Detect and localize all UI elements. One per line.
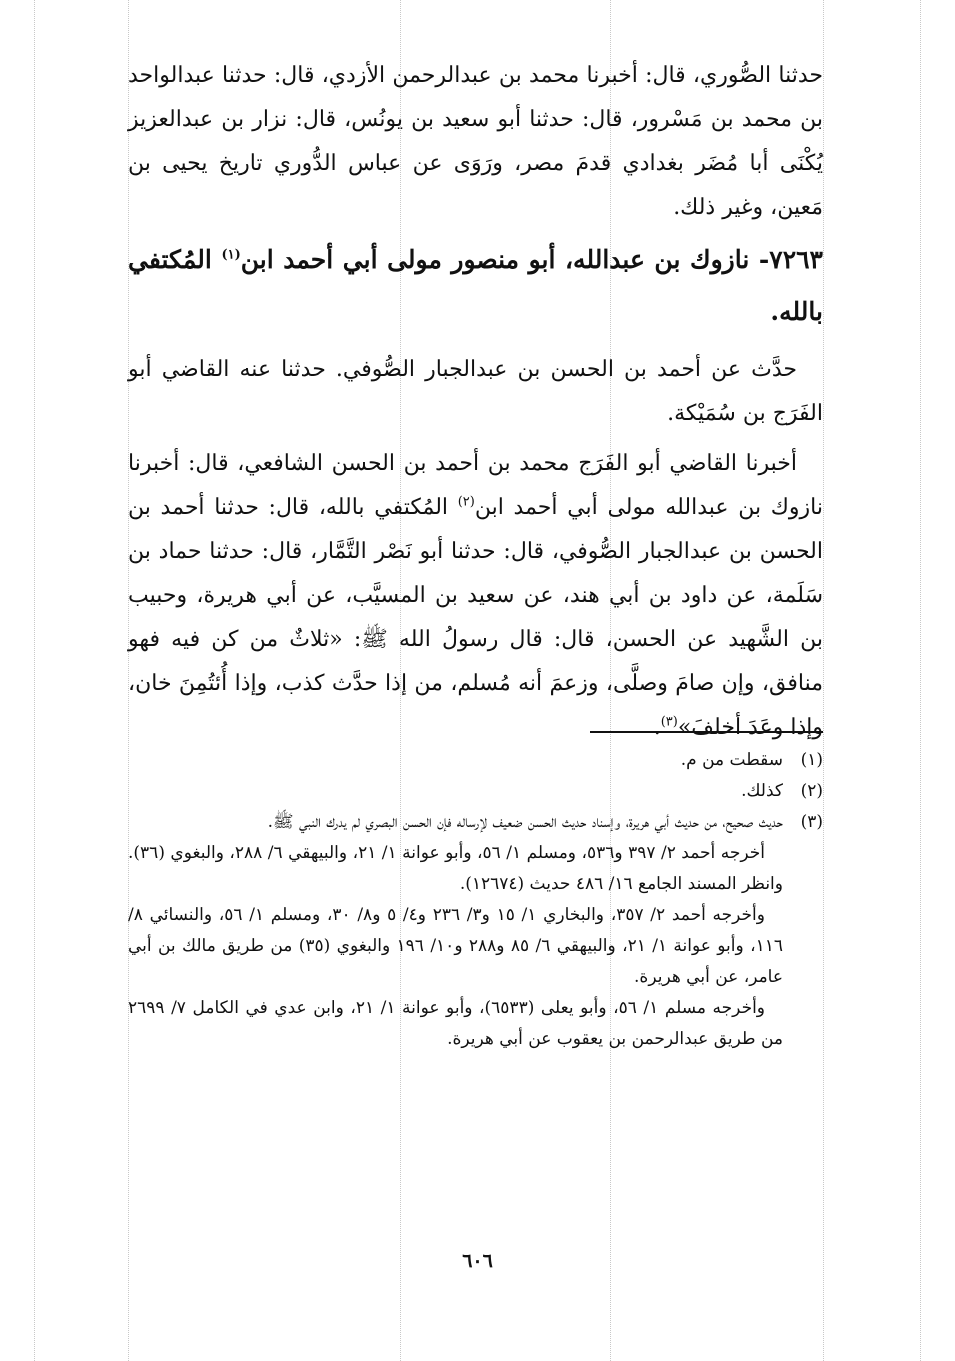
footnote-3-paragraph: وأخرجه مسلم ١/ ٥٦، وأبو يعلى (٦٥٣٣)، وأبو عوانة ١/ ٢١، وابن عدي في الكامل ٧/ ٢٦٩٩ من طريق عبدالرحمن بن يعقوب عن أبي هريرة. <box>128 998 783 1049</box>
hadith-text <box>128 442 823 750</box>
footnote-number: (٣) <box>800 812 823 832</box>
hadith-text-part1: أخبرنا القاضي أبو الفَرَج محمد بن أحمد بن الحسن الشافعي، قال: أخبرنا نازوك بن عبدالله مولى أبي أحمد ابن <box>128 451 823 520</box>
page-number: ٦٠٦ <box>462 1250 493 1272</box>
footnote-number: (١) <box>800 750 823 770</box>
hadith-text-part2: المُكتفي بالله، قال: حدثنا أحمد بن الحسن بن عبدالجبار الصُّوفي، قال: حدثنا أبو نَصْر التَّمَّار، قال: حدثنا حماد بن سَلَمة، عن داود بن أبي هند، عن سعيد بن المسيَّب، عن أبي هريرة، وحبيب بن الشَّهيد عن الحسن، قال: قال رسولُ الله ﷺ: «ثلاثٌ من كن فيه فهو منافق، وإن صامَ وصلَّى، وزعمَ أنه مُسلم، من إذا حدَّث كذب، وإذا أُئتُمِنَ خان، وإذا وعَدَ أخلفَ» <box>128 495 823 740</box>
footnotes <box>128 745 823 1055</box>
footnote-separator <box>590 731 823 733</box>
footnote-text: سقطت من م. <box>680 750 783 770</box>
footnote-text: حديث صحيح، من حديث أبي هريرة، وإسناد حديث الحسن ضعيف لإرساله فإن الحسن البصري لم يدرك النبي ﷺ. <box>267 812 783 832</box>
footnote-ref-3[interactable]: (٣) <box>660 714 678 730</box>
footnote-3-paragraph: وأخرجه أحمد ٢/ ٣٥٧، والبخاري ١/ ١٥ و٣/ ٢٣٦ و٤/ ٥ و٨/ ٣٠، ومسلم ١/ ٥٦، والنسائي ٨/ ١١٦، وأبو عوانة ١/ ٢١، والبيهقي ٦/ ٨٥ و٢٨٨ و١٠/ ١٩٦ والبغوي (٣٥) من طريق مالك بن أبي عامر، عن أبي هريرة. <box>128 905 783 987</box>
scan-guide-line <box>920 0 921 1361</box>
biography-text: حدَّث عن أحمد بن الحسن بن عبدالجبار الصُّوفي. حدثنا عنه القاضي أبو الفَرَج بن سُمَيْكة. <box>128 357 823 426</box>
entry-heading <box>128 234 823 338</box>
entry-heading-line2: المُكتفي بالله. <box>128 245 823 326</box>
intro-paragraph <box>128 54 823 230</box>
footnote-ref-2[interactable]: (٢) <box>457 494 475 510</box>
scan-guide-line <box>823 0 824 1361</box>
intro-text: حدثنا الصُّوري، قال: أخبرنا محمد بن عبدالرحمن الأزدي، قال: حدثنا عبدالواحد بن محمد بن مَسْرور، قال: حدثنا أبو سعيد بن يونُس، قال: نزار بن عبدالعزيز يُكْنَى أبا مُضَر بغدادي قدمَ مصر، ورَوَى عن عباس الدُّوري تاريخ يحيى بن مَعين، وغير ذلك. <box>128 63 823 220</box>
hadith-text-end: . <box>653 715 661 740</box>
footnote-3-paragraph: أخرجه أحمد ٢/ ٣٩٧ و٥٣٦، ومسلم ١/ ٥٦، وأبو عوانة ١/ ٢١، والبيهقي ٦/ ٢٨٨، والبغوي (٣٦). وانظر المسند الجامع ١٦/ ٤٨٦ حديث (١٢٦٧٤). <box>128 843 783 894</box>
footnote-3 <box>128 807 823 838</box>
footnote-text: كذلك. <box>741 781 783 801</box>
entry-heading-line1: ٧٢٦٣- نازوك بن عبدالله، أبو منصور مولى أبي أحمد ابن <box>240 245 823 274</box>
biography-paragraph <box>128 348 823 436</box>
footnote-number: (٢) <box>800 781 823 801</box>
scan-guide-line <box>34 0 35 1361</box>
footnote-2 <box>128 776 823 807</box>
hadith-paragraph <box>128 442 823 750</box>
footnote-1 <box>128 745 823 776</box>
main-text <box>128 54 823 750</box>
footnote-ref-1[interactable]: (١) <box>221 247 241 263</box>
